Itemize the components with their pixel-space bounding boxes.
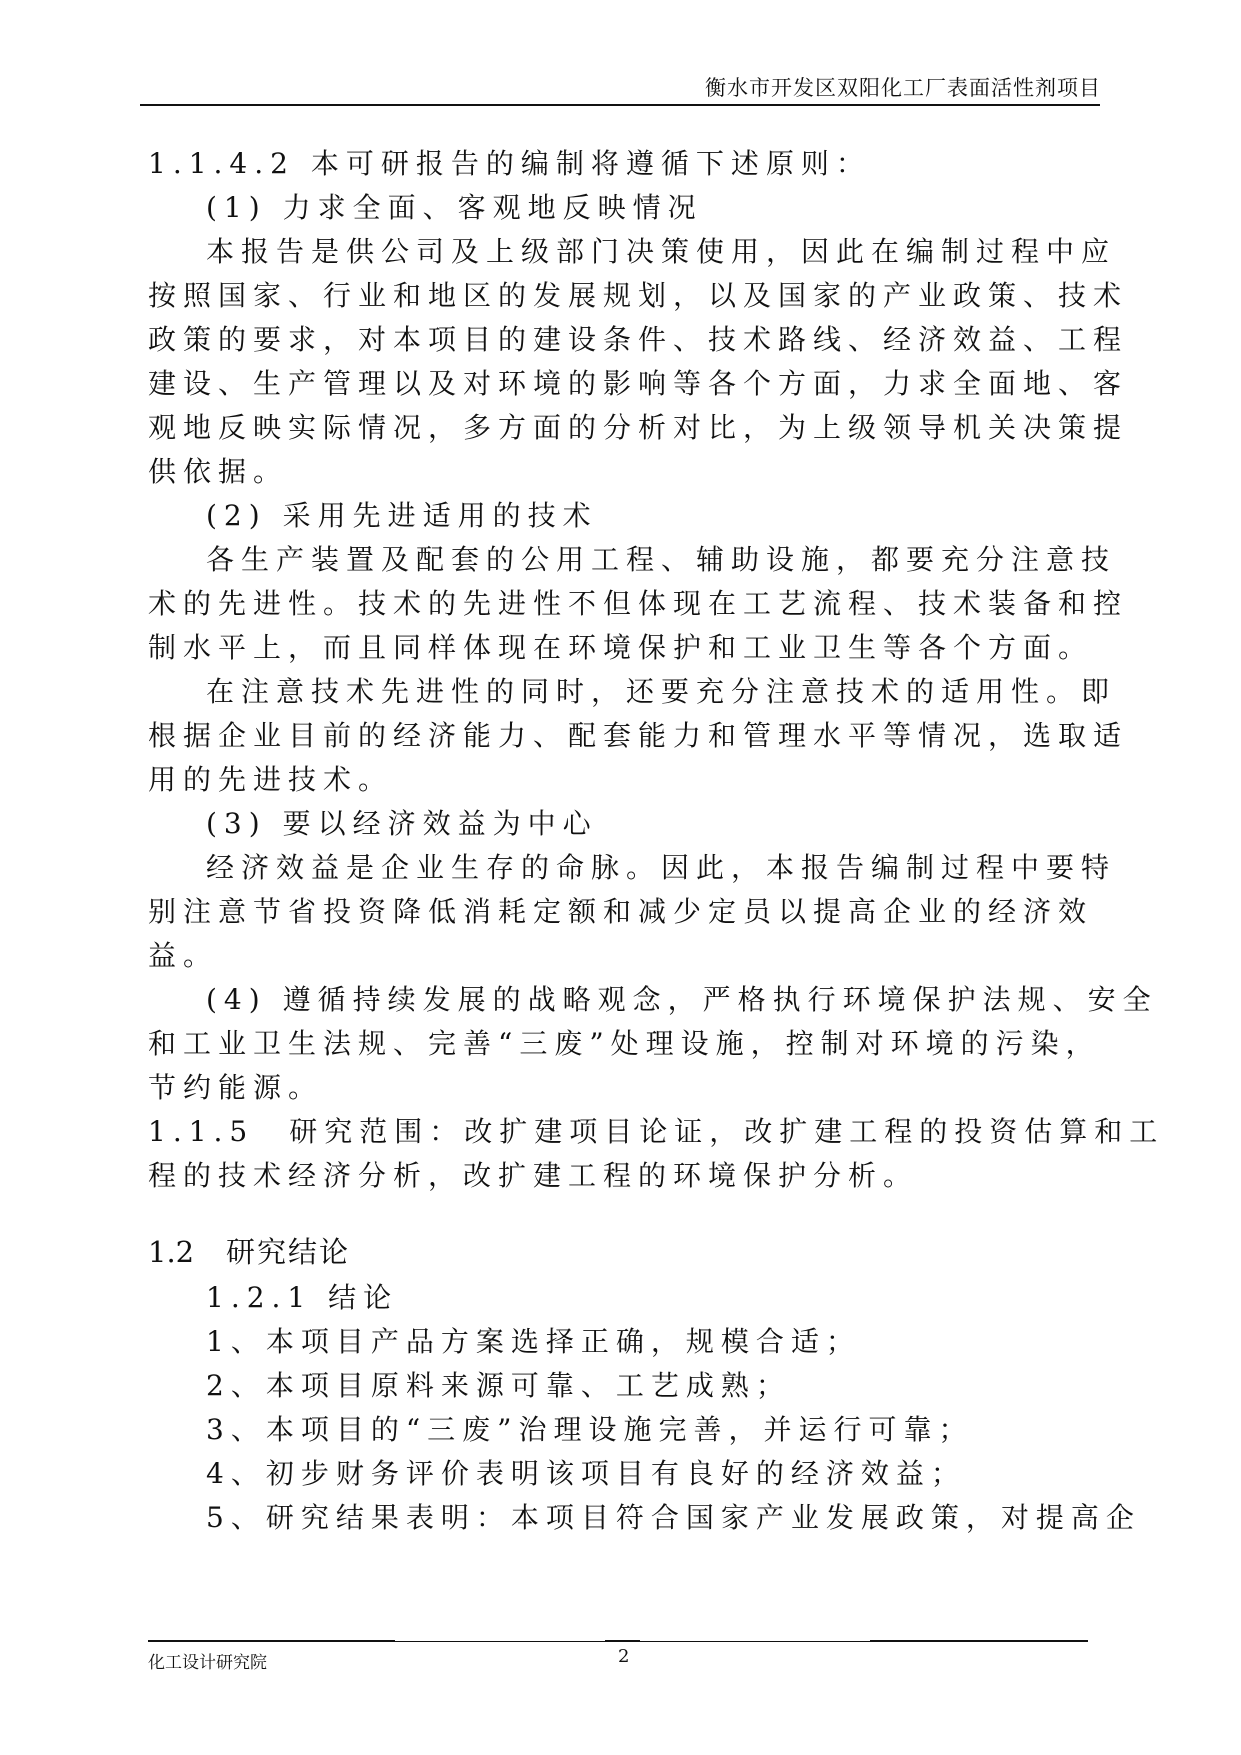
paragraph-line: 1.1.5 研究范围：改扩建项目论证，改扩建工程的投资估算和工: [148, 1115, 1165, 1148]
header-title: 衡水市开发区双阳化工厂表面活性剂项目: [705, 76, 1101, 100]
header-rule: [140, 104, 1100, 106]
paragraph-line: 建设、生产管理以及对环境的影响等各个方面，力求全面地、客: [148, 367, 1129, 400]
paragraph-line: 别注意节省投资降低消耗定额和减少定员以提高企业的经济效: [148, 895, 1094, 928]
paragraph-line: 制水平上，而且同样体现在环境保护和工业卫生等各个方面。: [148, 631, 1094, 664]
page-number: 2: [618, 1646, 630, 1667]
conclusion-subheading: 1.2.1 结论: [206, 1281, 399, 1314]
paragraph-line: 供依据。: [148, 455, 289, 488]
paragraph-line: 观地反映实际情况，多方面的分析对比，为上级领导机关决策提: [148, 411, 1129, 444]
paragraph-line: (3) 要以经济效益为中心: [206, 807, 598, 840]
conclusion-item: 2、本项目原料来源可靠、工艺成熟；: [206, 1369, 791, 1402]
paragraph-line: 用的先进技术。: [148, 763, 394, 796]
paragraph-line: (1) 力求全面、客观地反映情况: [206, 191, 703, 224]
paragraph-line: 1.1.4.2 本可研报告的编制将遵循下述原则：: [148, 147, 871, 180]
paragraph-line: (4) 遵循持续发展的战略观念，严格执行环境保护法规、安全: [206, 983, 1158, 1016]
conclusion-item: 3、本项目的“三废”治理设施完善，并运行可靠；: [206, 1413, 974, 1446]
paragraph-line: 根据企业目前的经济能力、配套能力和管理水平等情况，选取适: [148, 719, 1129, 752]
section-title: 研究结论: [226, 1235, 351, 1269]
conclusion-item: 5、研究结果表明：本项目符合国家产业发展政策，对提高企: [206, 1501, 1141, 1534]
paragraph-line: 在注意技术先进性的同时，还要充分注意技术的适用性。即: [206, 675, 1117, 708]
conclusion-item: 1、本项目产品方案选择正确，规模合适；: [206, 1325, 861, 1358]
paragraph-line: 政策的要求，对本项目的建设条件、技术路线、经济效益、工程: [148, 323, 1129, 356]
footer-organization: 化工设计研究院: [148, 1653, 267, 1673]
paragraph-line: 经济效益是企业生存的命脉。因此，本报告编制过程中要特: [206, 851, 1117, 884]
footer-rule-gap: [395, 1638, 605, 1641]
paragraph-line: 本报告是供公司及上级部门决策使用，因此在编制过程中应: [206, 235, 1117, 268]
paragraph-line: 按照国家、行业和地区的发展规划，以及国家的产业政策、技术: [148, 279, 1129, 312]
section-heading: [148, 1228, 1098, 1276]
paragraph-line: 节约能源。: [148, 1071, 324, 1104]
conclusion-item: 4、初步财务评价表明该项目有良好的经济效益；: [206, 1457, 966, 1490]
footer-rule: [148, 1640, 1088, 1642]
paragraph-line: (2) 采用先进适用的技术: [206, 499, 598, 532]
paragraph-line: 各生产装置及配套的公用工程、辅助设施，都要充分注意技: [206, 543, 1117, 576]
footer-rule-gap: [640, 1638, 870, 1641]
section-number: 1.2: [148, 1235, 195, 1269]
paragraph-line: 益。: [148, 939, 219, 972]
paragraph-line: 和工业卫生法规、完善“三废”处理设施，控制对环境的污染，: [148, 1027, 1101, 1060]
paragraph-line: 术的先进性。技术的先进性不但体现在工艺流程、技术装备和控: [148, 587, 1129, 620]
paragraph-line: 程的技术经济分析，改扩建工程的环境保护分析。: [148, 1159, 919, 1192]
document-body: [148, 142, 1165, 1540]
